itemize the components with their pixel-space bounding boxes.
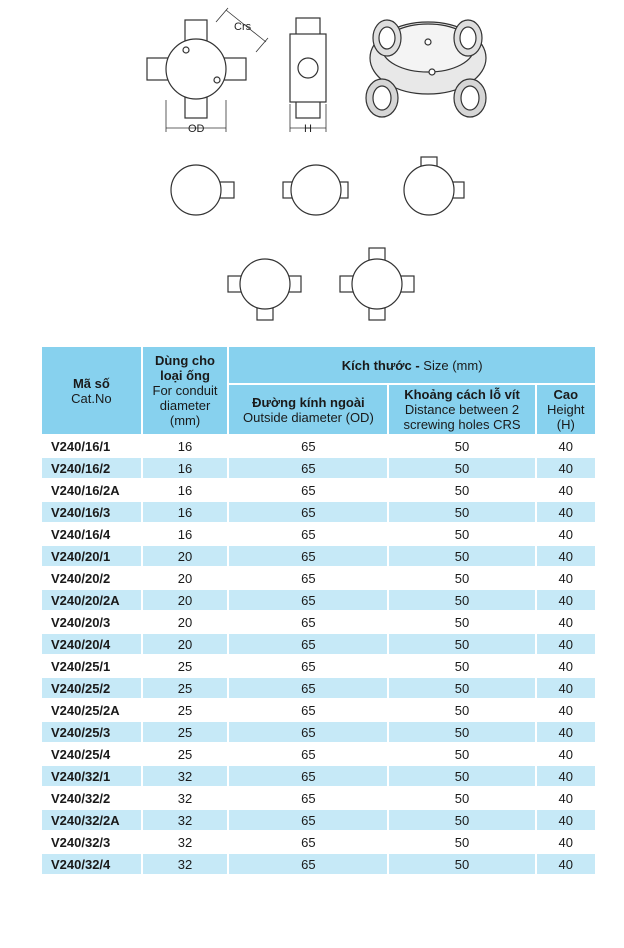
- cell-crs: 50: [454, 790, 470, 806]
- cell-crs: 50: [389, 634, 534, 654]
- cell-height: 40: [537, 854, 595, 874]
- cell-crs: 50: [454, 526, 470, 542]
- top-view-drawing: [147, 20, 246, 118]
- table-row: [42, 700, 595, 720]
- table-row: [42, 722, 595, 742]
- cell-height: 40: [537, 766, 595, 786]
- header-size: Kích thước - Size (mm): [229, 347, 595, 383]
- cell-height: 40: [558, 438, 573, 454]
- cell-cat: V240/20/4: [42, 634, 141, 654]
- cell-cat: V240/25/1: [51, 658, 111, 674]
- cell-height: 40: [558, 482, 573, 498]
- header-screw-distance: Khoảng cách lỗ vít Distance between 2 screwing holes CRS: [389, 385, 534, 434]
- cell-height: 40: [537, 810, 595, 830]
- cell-cat: V240/20/1: [42, 546, 141, 566]
- cell-crs: 50: [389, 810, 534, 830]
- table-row: [42, 634, 595, 654]
- table-row: [42, 678, 595, 698]
- table-body: [42, 436, 595, 874]
- cell-conduit: 16: [143, 458, 228, 478]
- height-label: H: [304, 123, 312, 135]
- cell-cat: V240/20/2: [51, 570, 111, 586]
- cell-conduit: 16: [177, 526, 193, 542]
- cell-height: 40: [537, 502, 595, 522]
- cell-conduit: 32: [143, 810, 228, 830]
- cell-od: 65: [301, 746, 316, 762]
- cell-od: 65: [301, 702, 316, 718]
- cell-od: 65: [229, 502, 387, 522]
- cell-conduit: 16: [177, 482, 193, 498]
- cell-cat: V240/25/3: [42, 722, 141, 742]
- cell-height: 40: [537, 546, 595, 566]
- product-drawings: [0, 0, 624, 330]
- cell-od: 65: [301, 614, 316, 630]
- cell-conduit: 25: [143, 678, 228, 698]
- cell-conduit: 20: [143, 634, 228, 654]
- cell-od: 65: [229, 590, 387, 610]
- table-row: [42, 568, 595, 588]
- cell-cat: V240/25/4: [51, 746, 111, 762]
- header-height: Cao Height (H): [537, 385, 595, 434]
- table-row: [42, 612, 595, 632]
- cell-height: 40: [558, 834, 573, 850]
- table-row: [42, 832, 595, 852]
- variant-two-way-angle: [283, 165, 348, 215]
- table-row: [42, 744, 595, 764]
- cell-height: 40: [558, 702, 573, 718]
- cell-od: 65: [301, 790, 316, 806]
- cell-conduit: 20: [143, 546, 228, 566]
- cell-height: 40: [558, 746, 573, 762]
- table-row: [42, 480, 595, 500]
- cell-cat: V240/16/4: [51, 526, 111, 542]
- cell-od: 65: [229, 458, 387, 478]
- cell-crs: 50: [454, 702, 470, 718]
- side-view-drawing: [290, 18, 326, 118]
- cell-crs: 50: [389, 590, 534, 610]
- cell-conduit: 20: [177, 570, 193, 586]
- variant-four-way: [340, 248, 414, 320]
- cell-conduit: 20: [177, 614, 193, 630]
- cell-cat: V240/20/2A: [42, 590, 141, 610]
- cell-crs: 50: [454, 614, 470, 630]
- cell-crs: 50: [389, 678, 534, 698]
- cell-cat: V240/25/2: [42, 678, 141, 698]
- cell-cat: V240/16/2A: [51, 482, 120, 498]
- technical-drawing: [0, 0, 624, 330]
- cell-od: 65: [301, 570, 316, 586]
- cell-cat: V240/32/1: [42, 766, 141, 786]
- cell-conduit: 16: [177, 438, 193, 454]
- cell-cat: V240/32/2: [51, 790, 111, 806]
- cell-conduit: 32: [177, 790, 193, 806]
- cell-crs: 50: [454, 482, 470, 498]
- cell-od: 65: [229, 678, 387, 698]
- cell-height: 40: [558, 658, 573, 674]
- cell-conduit: 25: [177, 702, 193, 718]
- table-row: [42, 458, 595, 478]
- variant-one-way: [171, 165, 234, 215]
- cell-conduit: 25: [177, 746, 193, 762]
- cell-conduit: 20: [143, 590, 228, 610]
- cell-height: 40: [558, 614, 573, 630]
- table-row: [42, 656, 595, 676]
- cell-od: 65: [301, 438, 316, 454]
- cell-height: 40: [558, 790, 573, 806]
- cell-height: 40: [537, 722, 595, 742]
- cell-crs: 50: [454, 570, 470, 586]
- cell-cat: V240/20/3: [51, 614, 111, 630]
- perspective-view-drawing: [366, 20, 486, 117]
- cell-crs: 50: [454, 438, 470, 454]
- crs-label: Crs: [234, 21, 252, 33]
- variant-three-way: [228, 259, 301, 320]
- cell-height: 40: [537, 678, 595, 698]
- cell-cat: V240/16/2: [42, 458, 141, 478]
- cell-od: 65: [301, 526, 316, 542]
- header-outside-diameter: Đường kính ngoài Outside diameter (OD): [229, 385, 387, 434]
- cell-crs: 50: [454, 834, 470, 850]
- header-conduit: Dùng cho loại ống For conduit diameter (mm): [143, 347, 228, 434]
- cell-cat: V240/32/4: [42, 854, 141, 874]
- cell-conduit: 32: [177, 834, 193, 850]
- variant-two-way: [404, 157, 464, 215]
- cell-conduit: 32: [143, 854, 228, 874]
- cell-conduit: 25: [143, 722, 228, 742]
- table-row: [42, 810, 595, 830]
- cell-crs: 50: [389, 458, 534, 478]
- cell-cat: V240/32/2A: [42, 810, 141, 830]
- header-cat-no: Mã số Cat.No: [42, 347, 141, 434]
- table-row: [42, 546, 595, 566]
- cell-cat: V240/25/2A: [51, 702, 120, 718]
- table-row: [42, 766, 595, 786]
- cell-cat: V240/16/1: [51, 438, 111, 454]
- cell-od: 65: [229, 810, 387, 830]
- cell-cat: V240/16/3: [42, 502, 141, 522]
- table-row: [42, 502, 595, 522]
- cell-height: 40: [537, 458, 595, 478]
- cell-height: 40: [558, 526, 573, 542]
- cell-od: 65: [301, 482, 316, 498]
- cell-od: 65: [301, 658, 316, 674]
- od-label: OD: [188, 123, 205, 135]
- table-row: [42, 788, 595, 808]
- table-row: [42, 436, 595, 456]
- cell-crs: 50: [454, 746, 470, 762]
- cell-conduit: 16: [143, 502, 228, 522]
- cell-od: 65: [229, 766, 387, 786]
- table-row: [42, 524, 595, 544]
- cell-od: 65: [229, 634, 387, 654]
- table-row: [42, 854, 595, 874]
- cell-height: 40: [537, 634, 595, 654]
- cell-crs: 50: [389, 766, 534, 786]
- cell-od: 65: [229, 722, 387, 742]
- cell-od: 65: [301, 834, 316, 850]
- cell-crs: 50: [389, 722, 534, 742]
- cell-conduit: 25: [177, 658, 193, 674]
- table-row: [42, 590, 595, 610]
- cell-crs: 50: [454, 658, 470, 674]
- cell-crs: 50: [389, 546, 534, 566]
- cell-cat: V240/32/3: [51, 834, 111, 850]
- cell-height: 40: [558, 570, 573, 586]
- cell-crs: 50: [389, 502, 534, 522]
- specification-table: [40, 345, 597, 876]
- cell-crs: 50: [389, 854, 534, 874]
- cell-height: 40: [537, 590, 595, 610]
- cell-od: 65: [229, 546, 387, 566]
- cell-conduit: 32: [143, 766, 228, 786]
- cell-od: 65: [229, 854, 387, 874]
